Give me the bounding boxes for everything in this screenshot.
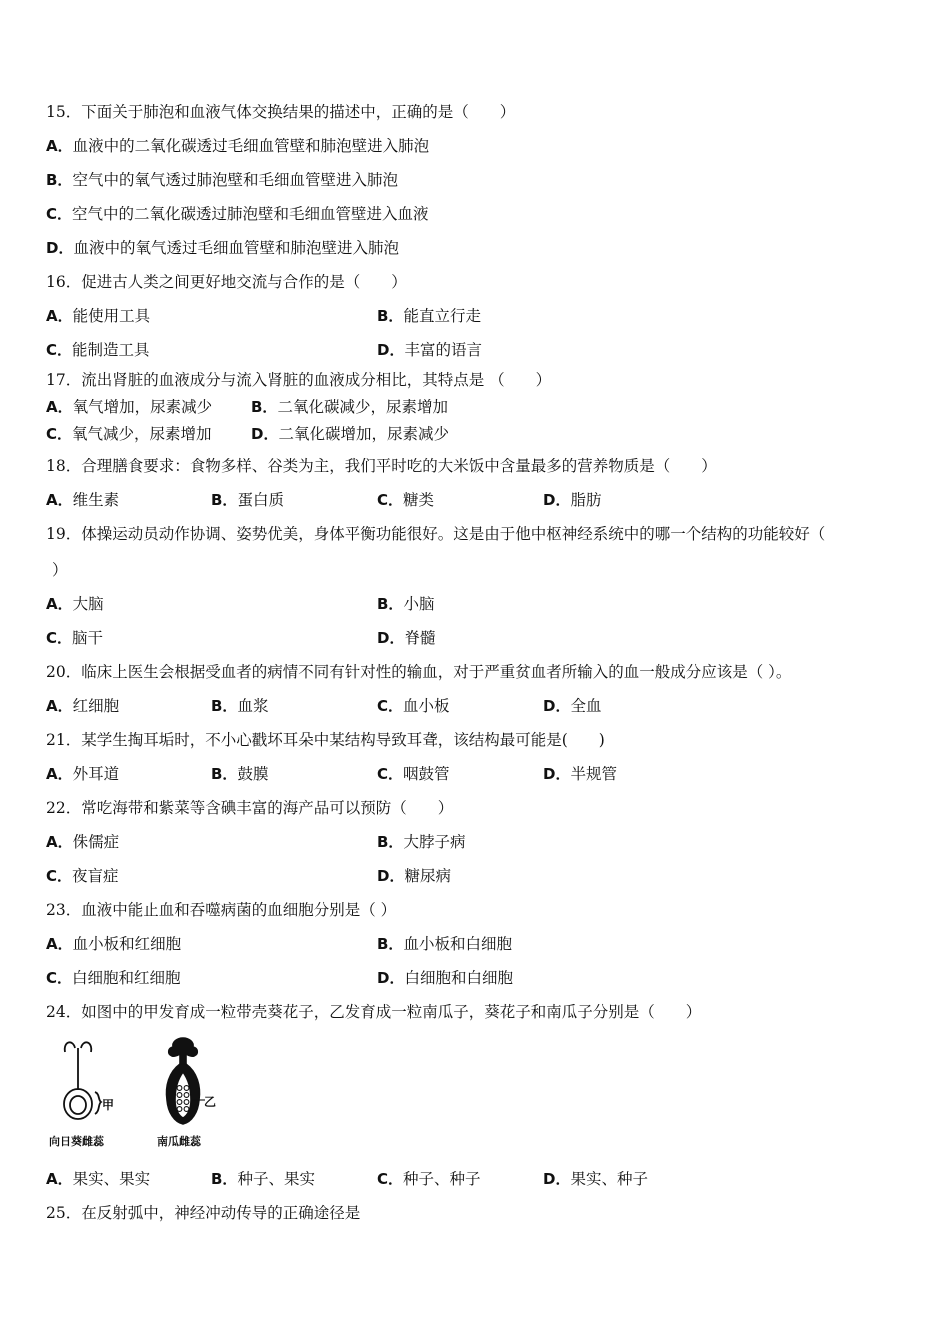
q18-option-d: D．脂肪	[543, 491, 602, 509]
q19-option-a: A．大脑	[46, 595, 104, 613]
question-19-stem-continued: ）	[52, 561, 68, 579]
q17-option-c: C．氧气减少，尿素增加	[46, 425, 212, 443]
label-jia: 甲	[102, 1098, 115, 1112]
q22-option-d: D．糖尿病	[377, 867, 451, 885]
q15-option-a: A．血液中的二氧化碳透过毛细血管壁和肺泡壁进入肺泡	[46, 137, 430, 155]
q20-option-b: B．血浆	[211, 697, 269, 715]
q16-option-d: D．丰富的语言	[377, 341, 482, 359]
q19-option-c: C．脑干	[46, 629, 104, 647]
caption-sunflower-pistil: 向日葵雌蕊	[49, 1135, 104, 1148]
q23-option-c: C．白细胞和红细胞	[46, 969, 181, 987]
q18-option-c: C．糖类	[377, 491, 435, 509]
q17-option-b: B．二氧化碳减少，尿素增加	[251, 398, 448, 416]
pumpkin-pistil-diagram	[155, 1036, 211, 1132]
question-22-stem: 22．常吃海带和紫菜等含碘丰富的海产品可以预防（ ）	[46, 799, 454, 817]
caption-pumpkin-pistil: 南瓜雌蕊	[157, 1135, 201, 1148]
label-yi: 乙	[204, 1095, 217, 1109]
q24-option-d: D．果实、种子	[543, 1170, 648, 1188]
q17-option-d: D．二氧化碳增加，尿素减少	[251, 425, 449, 443]
q22-option-b: B．大脖子病	[377, 833, 466, 851]
q15-option-c: C．空气中的二氧化碳透过肺泡壁和毛细血管壁进入血液	[46, 205, 429, 223]
q18-option-b: B．蛋白质	[211, 491, 284, 509]
q19-option-d: D．脊髓	[377, 629, 436, 647]
q16-option-b: B．能直立行走	[377, 307, 481, 325]
q22-option-c: C．夜盲症	[46, 867, 119, 885]
question-20-stem: 20．临床上医生会根据受血者的病情不同有针对性的输血，对于严重贫血者所输入的血一般成分应该是（ ）。	[46, 663, 792, 681]
question-23-stem: 23．血液中能止血和吞噬病菌的血细胞分别是（ ）	[46, 901, 397, 919]
question-18-stem: 18．合理膳食要求：食物多样、谷类为主，我们平时吃的大米饭中含量最多的营养物质是（ ）	[46, 457, 717, 475]
q23-option-b: B．血小板和白细胞	[377, 935, 512, 953]
q20-option-a: A．红细胞	[46, 697, 120, 715]
q21-option-c: C．咽鼓管	[377, 765, 450, 783]
q21-option-d: D．半规管	[543, 765, 617, 783]
q16-option-a: A．能使用工具	[46, 307, 151, 325]
q22-option-a: A．侏儒症	[46, 833, 120, 851]
q17-option-a: A．氧气增加，尿素减少	[46, 398, 213, 416]
q18-option-a: A．维生素	[46, 491, 120, 509]
q16-option-c: C．能制造工具	[46, 341, 150, 359]
q21-option-b: B．鼓膜	[211, 765, 269, 783]
question-16-stem: 16．促进古人类之间更好地交流与合作的是（ ）	[46, 273, 407, 291]
q24-option-c: C．种子、种子	[377, 1170, 481, 1188]
q23-option-a: A．血小板和红细胞	[46, 935, 182, 953]
q24-option-b: B．种子、果实	[211, 1170, 315, 1188]
q21-option-a: A．外耳道	[46, 765, 120, 783]
q15-option-d: D．血液中的氧气透过毛细血管壁和肺泡壁进入肺泡	[46, 239, 399, 257]
question-17-stem: 17．流出肾脏的血液成分与流入肾脏的血液成分相比，其特点是 （ ）	[46, 371, 552, 389]
sunflower-pistil-diagram	[55, 1038, 125, 1138]
q20-option-c: C．血小板	[377, 697, 450, 715]
q15-option-b: B．空气中的氧气透过肺泡壁和毛细血管壁进入肺泡	[46, 171, 398, 189]
q20-option-d: D．全血	[543, 697, 602, 715]
question-24-stem: 24．如图中的甲发育成一粒带壳葵花子，乙发育成一粒南瓜子，葵花子和南瓜子分别是（ ）	[46, 1003, 702, 1021]
question-25-stem: 25．在反射弧中，神经冲动传导的正确途径是	[46, 1204, 361, 1222]
question-21-stem: 21．某学生掏耳垢时，不小心戳坏耳朵中某结构导致耳聋，该结构最可能是( )	[46, 731, 605, 749]
q19-option-b: B．小脑	[377, 595, 435, 613]
question-19-stem: 19．体操运动员动作协调、姿势优美，身体平衡功能很好。这是由于他中枢神经系统中的哪一个结构的功能较好（	[46, 525, 826, 543]
question-15-stem: 15．下面关于肺泡和血液气体交换结果的描述中，正确的是（ ）	[46, 103, 516, 121]
q23-option-d: D．白细胞和白细胞	[377, 969, 513, 987]
q24-option-a: A．果实、果实	[46, 1170, 151, 1188]
